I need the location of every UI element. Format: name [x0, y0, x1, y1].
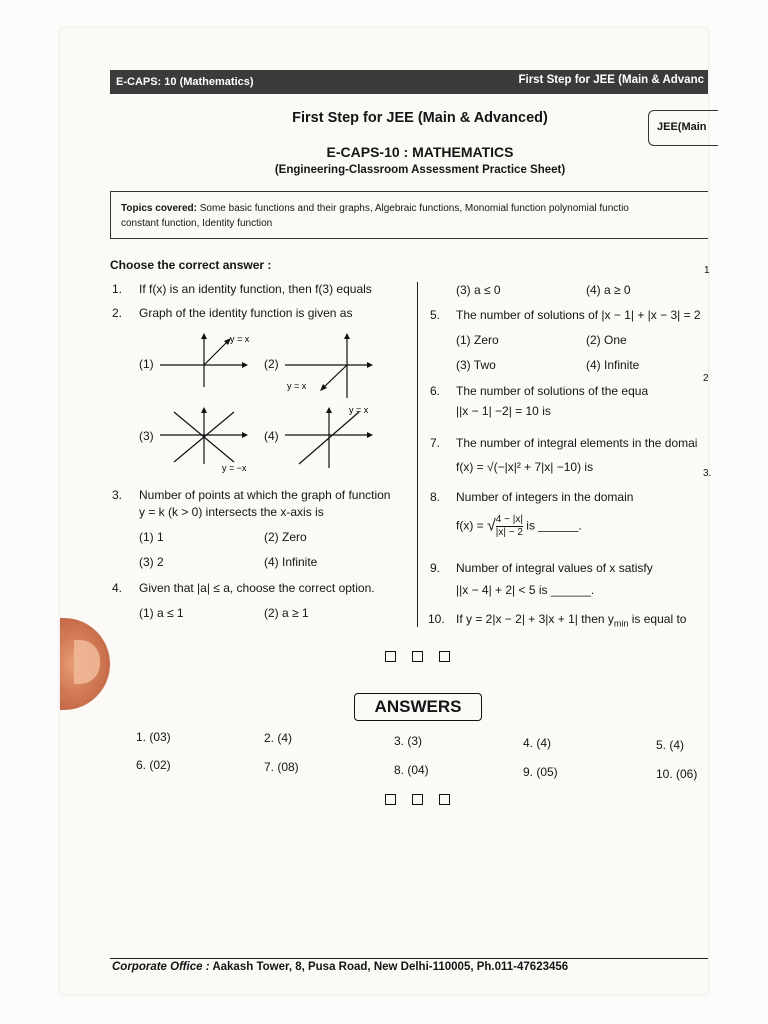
q4-option-1: (1) a ≤ 1: [139, 606, 184, 620]
graph2-label: y = x: [287, 381, 307, 391]
answer-8: 8. (04): [394, 763, 429, 777]
q2-option-2-label: (2): [264, 357, 279, 371]
main-title: First Step for JEE (Main & Advanced): [292, 110, 548, 126]
q2-option-1-label: (1): [139, 357, 154, 371]
margin-mark-2: 2: [703, 373, 709, 384]
q7-line2: f(x) = √(−|x|² + 7|x| −10) is: [456, 460, 594, 474]
answer-4: 4. (4): [523, 736, 552, 750]
q4-option-2: (2) a ≥ 1: [264, 606, 309, 620]
q7-number: 7.: [430, 436, 441, 450]
q10-tail: is equal to: [628, 612, 687, 626]
answer-1: 1. (03): [136, 730, 171, 744]
graph-option-2: [283, 330, 375, 400]
q5-option-1: (1) Zero: [456, 333, 499, 347]
footer: [112, 961, 568, 973]
q8-denominator: |x| − 2: [495, 527, 523, 538]
q5-number: 5.: [430, 308, 441, 322]
header-left-text: E-CAPS: 10 (Mathematics): [116, 76, 254, 88]
separator-square-icon: [385, 651, 396, 662]
q1-text: If f(x) is an identity function, then f(3) equals: [139, 282, 372, 296]
q6-line1: The number of solutions of the equa: [456, 384, 649, 398]
q9-line2: ||x − 4| + 2| < 5 is ______.: [456, 583, 595, 597]
q4-option-3: (3) a ≤ 0: [456, 283, 501, 297]
separator-square-icon: [412, 794, 423, 805]
q8-expression: f(x) = √ $\frac{4 - |x|}{|x| - 2}$ is ______.: [456, 514, 582, 538]
q2-text: Graph of the identity function is given as: [139, 306, 353, 320]
q5-option-2: (2) One: [586, 333, 627, 347]
answer-7: 7. (08): [264, 760, 299, 774]
q5-option-4: (4) Infinite: [586, 358, 640, 372]
thumbnail-nail: [74, 640, 100, 684]
q4-number: 4.: [112, 581, 123, 595]
jee-main-badge: JEE(Main: [648, 110, 718, 146]
header-bar: [110, 70, 708, 94]
q5-option-3: (3) Two: [456, 358, 496, 372]
q3-option-3: (3) 2: [139, 555, 164, 569]
instruction: Choose the correct answer :: [110, 258, 272, 272]
separator-square-icon: [412, 651, 423, 662]
q9-number: 9.: [430, 561, 441, 575]
footer-rule: [110, 958, 708, 959]
q9-line1: Number of integral values of x satisfy: [456, 561, 653, 575]
q5-text: The number of solutions of |x − 1| + |x − 3| = 2: [456, 308, 701, 322]
graph-option-1: [158, 330, 250, 388]
q10-number: 10.: [428, 612, 445, 626]
q3-option-2: (2) Zero: [264, 530, 307, 544]
q8-numerator: 4 − |x|: [495, 514, 523, 525]
q7-line1: The number of integral elements in the domai: [456, 436, 698, 450]
answer-3: 3. (3): [394, 734, 423, 748]
q2-number: 2.: [112, 306, 123, 320]
q8-line1: Number of integers in the domain: [456, 490, 634, 504]
header-right-text: First Step for JEE (Main & Advanc: [518, 74, 704, 86]
q2-option-4-label: (4): [264, 429, 279, 443]
graph-option-4: [283, 404, 375, 470]
q2-option-3-label: (3): [139, 429, 154, 443]
q6-number: 6.: [430, 384, 441, 398]
topics-line2: constant function, Identity function: [121, 218, 273, 229]
q1-number: 1.: [112, 282, 123, 296]
q4-text: Given that |a| ≤ a, choose the correct option.: [139, 581, 375, 595]
q8-fx: f(x) =: [456, 518, 484, 533]
separator-square-icon: [439, 794, 450, 805]
sheet-subtitle: (Engineering-Classroom Assessment Practice Sheet): [274, 164, 566, 176]
answer-9: 9. (05): [523, 765, 558, 779]
topics-label: Topics covered:: [121, 203, 197, 214]
topics-box: [110, 191, 708, 239]
q3-option-1: (1) 1: [139, 530, 164, 544]
q3-option-4: (4) Infinite: [264, 555, 318, 569]
separator-square-icon: [439, 651, 450, 662]
column-divider: [417, 282, 418, 627]
q8-tail: is ______.: [526, 518, 582, 533]
topics-line1: Some basic functions and their graphs, Algebraic functions, Monomial function polynomial functio: [199, 203, 629, 214]
margin-mark-1: 1: [704, 265, 710, 276]
sheet-title: E-CAPS-10 : MATHEMATICS: [326, 144, 514, 160]
q10-sub: min: [613, 618, 629, 629]
answer-5: 5. (4): [656, 738, 685, 752]
footer-label: Corporate Office :: [112, 961, 210, 973]
q3-line2: y = k (k > 0) intersects the x-axis is: [139, 505, 324, 519]
footer-address: Aakash Tower, 8, Pusa Road, New Delhi-110005, Ph.011-47623456: [209, 961, 569, 973]
q3-number: 3.: [112, 488, 123, 502]
q3-line1: Number of points at which the graph of function: [139, 488, 391, 502]
answer-6: 6. (02): [136, 758, 171, 772]
separator-square-icon: [385, 794, 396, 805]
q10-main: If y = 2|x − 2| + 3|x + 1| then y: [456, 612, 614, 626]
q10-text: [456, 612, 686, 628]
margin-mark-3: 3.: [703, 468, 712, 479]
q8-fraction: [496, 514, 523, 539]
graph4-label: y = x: [349, 405, 369, 415]
answer-10: 10. (06): [656, 767, 698, 781]
graph-option-3: [158, 404, 250, 474]
q4-option-4: (4) a ≥ 0: [586, 283, 631, 297]
q6-line2: ||x − 1| −2| = 10 is: [456, 404, 551, 418]
q8-number: 8.: [430, 490, 441, 504]
answer-2: 2. (4): [264, 731, 293, 745]
graph1-label: y = x: [230, 334, 250, 344]
answers-heading: ANSWERS: [354, 693, 482, 721]
graph3-label: y = −x: [222, 463, 247, 473]
